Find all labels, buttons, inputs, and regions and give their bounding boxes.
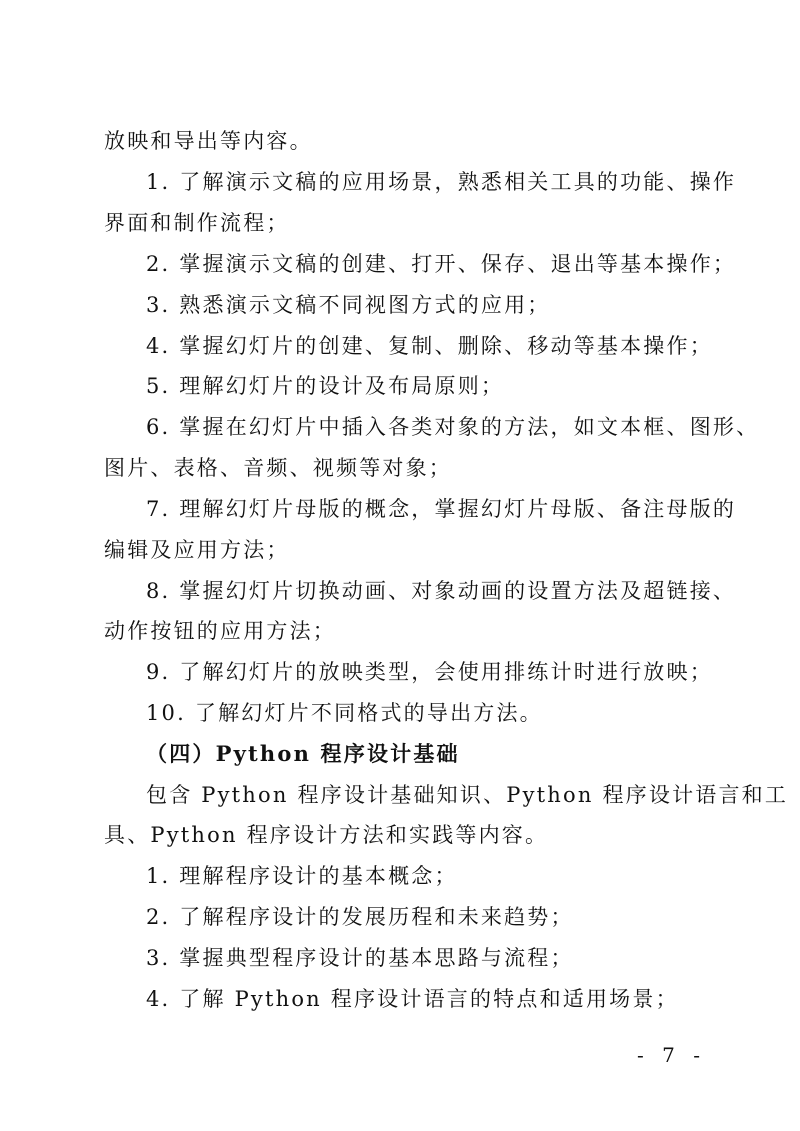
list-item-9: 9. 了解幻灯片的放映类型，会使用排练计时进行放映； [146,660,713,684]
list-item-7: 7. 理解幻灯片母版的概念，掌握幻灯片母版、备注母版的 [146,497,737,521]
list-item-4: 4. 掌握幻灯片的创建、复制、删除、移动等基本操作； [146,334,713,358]
python-list-item-4: 4. 了解 Python 程序设计语言的特点和适用场景； [146,987,679,1011]
list-item-5: 5. 理解幻灯片的设计及布局原则； [146,374,505,398]
list-item-6-continued: 图片、表格、音频、视频等对象； [104,456,452,480]
section-description-continued: 具、Python 程序设计方法和实践等内容。 [104,823,549,847]
section-description: 包含 Python 程序设计基础知识、Python 程序设计语言和工 [146,783,789,807]
list-item-6: 6. 掌握在幻灯片中插入各类对象的方法，如文本框、图形、 [146,415,760,439]
page-number: - 7 - [637,1043,706,1067]
list-item-3: 3. 熟悉演示文稿不同视图方式的应用； [146,293,551,317]
section-heading: （四）Python 程序设计基础 [146,741,460,766]
list-item-10: 10. 了解幻灯片不同格式的导出方法。 [146,701,543,725]
python-list-item-2: 2. 了解程序设计的发展历程和未来趋势； [146,905,574,929]
list-item-8: 8. 掌握幻灯片切换动画、对象动画的设置方法及超链接、 [146,579,737,603]
python-list-item-3: 3. 掌握典型程序设计的基本思路与流程； [146,946,574,970]
python-list-item-1: 1. 理解程序设计的基本概念； [146,864,458,888]
list-item-1-continued: 界面和制作流程； [104,211,290,235]
list-item-8-continued: 动作按钮的应用方法； [104,619,336,643]
list-item-1: 1. 了解演示文稿的应用场景，熟悉相关工具的功能、操作 [146,170,737,194]
list-item-2: 2. 掌握演示文稿的创建、打开、保存、退出等基本操作； [146,252,737,276]
body-text-line: 放映和导出等内容。 [104,129,313,153]
list-item-7-continued: 编辑及应用方法； [104,538,290,562]
